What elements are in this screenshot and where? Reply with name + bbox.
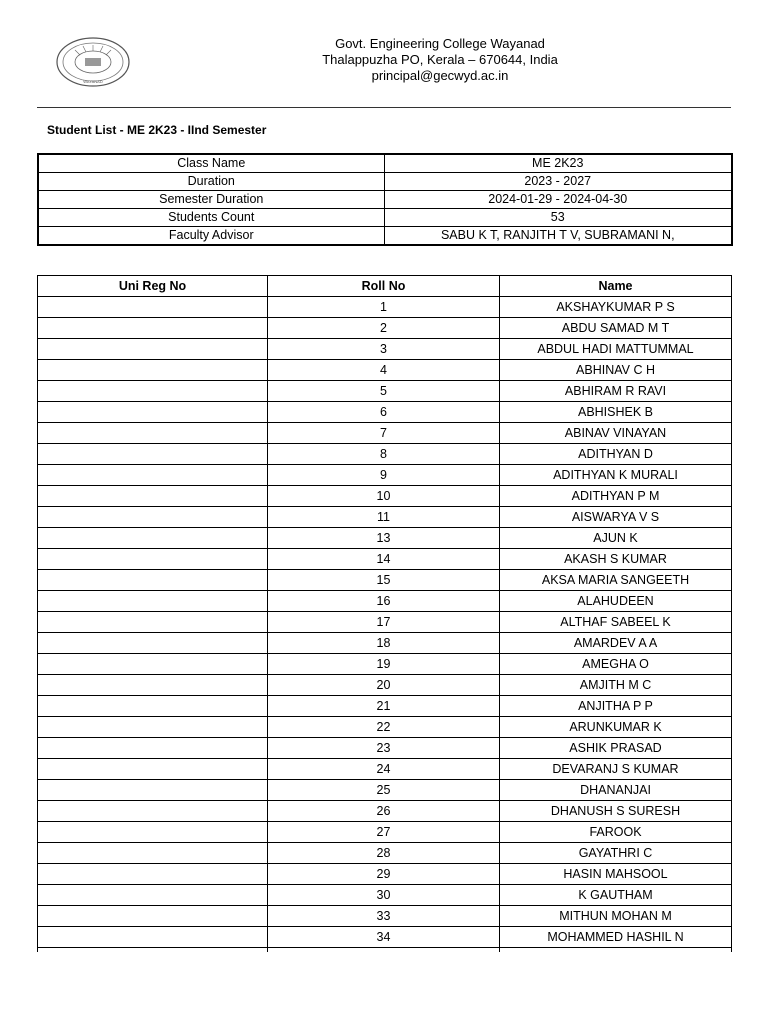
cell-name: ADITHYAN P M bbox=[500, 486, 732, 507]
cell-roll-no: 1 bbox=[268, 297, 500, 318]
info-value: 2023 - 2027 bbox=[384, 173, 732, 191]
cell-roll-no: 24 bbox=[268, 759, 500, 780]
info-label: Semester Duration bbox=[38, 191, 384, 209]
table-row bbox=[38, 465, 732, 486]
info-row bbox=[38, 209, 732, 227]
table-row bbox=[38, 654, 732, 675]
cell-roll-no: 22 bbox=[268, 717, 500, 738]
cell-roll-no: 30 bbox=[268, 885, 500, 906]
cell-roll-no: 16 bbox=[268, 591, 500, 612]
cell-uni-reg-no bbox=[38, 885, 268, 906]
cell-uni-reg-no bbox=[38, 759, 268, 780]
cell-roll-no: 15 bbox=[268, 570, 500, 591]
table-row bbox=[38, 507, 732, 528]
cell-roll-no: 6 bbox=[268, 402, 500, 423]
cell-uni-reg-no bbox=[38, 633, 268, 654]
table-row bbox=[38, 381, 732, 402]
cell-uni-reg-no bbox=[38, 318, 268, 339]
cell-uni-reg-no bbox=[38, 591, 268, 612]
cell-roll-no: 34 bbox=[268, 927, 500, 948]
header-divider bbox=[37, 107, 731, 108]
cell-uni-reg-no bbox=[38, 339, 268, 360]
cell-uni-reg-no bbox=[38, 612, 268, 633]
table-row bbox=[38, 843, 732, 864]
table-row bbox=[38, 801, 732, 822]
cell-uni-reg-no bbox=[38, 570, 268, 591]
cell-name: ADITHYAN K MURALI bbox=[500, 465, 732, 486]
cell-roll-no: 4 bbox=[268, 360, 500, 381]
cell-uni-reg-no bbox=[38, 549, 268, 570]
cell-uni-reg-no bbox=[38, 423, 268, 444]
table-header-row bbox=[38, 276, 732, 297]
table-row bbox=[38, 402, 732, 423]
cell-roll-no: 8 bbox=[268, 444, 500, 465]
table-row bbox=[38, 297, 732, 318]
table-row bbox=[38, 633, 732, 654]
cell-empty bbox=[500, 948, 732, 953]
cell-name: ABHISHEK B bbox=[500, 402, 732, 423]
seal-caption: WAYANAD bbox=[83, 79, 103, 84]
cell-roll-no: 7 bbox=[268, 423, 500, 444]
cell-uni-reg-no bbox=[38, 675, 268, 696]
table-row bbox=[38, 486, 732, 507]
cell-roll-no: 10 bbox=[268, 486, 500, 507]
cell-uni-reg-no bbox=[38, 864, 268, 885]
info-value: ME 2K23 bbox=[384, 154, 732, 173]
cell-name: ADITHYAN D bbox=[500, 444, 732, 465]
college-email: principal@gecwyd.ac.in bbox=[371, 68, 509, 83]
cell-name: HASIN MAHSOOL bbox=[500, 864, 732, 885]
cell-roll-no: 26 bbox=[268, 801, 500, 822]
table-row bbox=[38, 822, 732, 843]
cell-roll-no: 9 bbox=[268, 465, 500, 486]
table-row bbox=[38, 885, 732, 906]
cell-name: ARUNKUMAR K bbox=[500, 717, 732, 738]
cell-uni-reg-no bbox=[38, 738, 268, 759]
header-roll-no: Roll No bbox=[268, 276, 500, 297]
cell-roll-no: 17 bbox=[268, 612, 500, 633]
info-label: Class Name bbox=[38, 154, 384, 173]
table-row bbox=[38, 591, 732, 612]
cell-empty bbox=[268, 948, 500, 953]
table-row bbox=[38, 738, 732, 759]
cell-uni-reg-no bbox=[38, 927, 268, 948]
college-name: Govt. Engineering College Wayanad bbox=[335, 36, 545, 51]
cell-roll-no: 21 bbox=[268, 696, 500, 717]
cell-roll-no: 28 bbox=[268, 843, 500, 864]
cell-name: ABHIRAM R RAVI bbox=[500, 381, 732, 402]
cell-roll-no: 5 bbox=[268, 381, 500, 402]
cell-uni-reg-no bbox=[38, 507, 268, 528]
college-header bbox=[240, 36, 640, 84]
cell-name: ALTHAF SABEEL K bbox=[500, 612, 732, 633]
cell-name: ABINAV VINAYAN bbox=[500, 423, 732, 444]
cell-name: AMJITH M C bbox=[500, 675, 732, 696]
table-row bbox=[38, 612, 732, 633]
table-row bbox=[38, 675, 732, 696]
info-value: 53 bbox=[384, 209, 732, 227]
cell-name: DEVARANJ S KUMAR bbox=[500, 759, 732, 780]
cell-name: ASHIK PRASAD bbox=[500, 738, 732, 759]
cell-name: ALAHUDEEN bbox=[500, 591, 732, 612]
cell-roll-no: 27 bbox=[268, 822, 500, 843]
table-row bbox=[38, 360, 732, 381]
cell-uni-reg-no bbox=[38, 906, 268, 927]
cell-name: AMARDEV A A bbox=[500, 633, 732, 654]
cell-name: GAYATHRI C bbox=[500, 843, 732, 864]
cell-name: AKASH S KUMAR bbox=[500, 549, 732, 570]
cell-name: AKSHAYKUMAR P S bbox=[500, 297, 732, 318]
table-row bbox=[38, 759, 732, 780]
cell-name: FAROOK bbox=[500, 822, 732, 843]
table-row bbox=[38, 780, 732, 801]
info-row bbox=[38, 154, 732, 173]
info-row bbox=[38, 173, 732, 191]
cell-roll-no: 11 bbox=[268, 507, 500, 528]
class-info-table bbox=[37, 153, 733, 246]
cell-roll-no: 20 bbox=[268, 675, 500, 696]
cell-name: AISWARYA V S bbox=[500, 507, 732, 528]
cell-roll-no: 25 bbox=[268, 780, 500, 801]
table-row bbox=[38, 717, 732, 738]
cell-name: DHANUSH S SURESH bbox=[500, 801, 732, 822]
cell-uni-reg-no bbox=[38, 696, 268, 717]
table-row bbox=[38, 549, 732, 570]
cell-roll-no: 33 bbox=[268, 906, 500, 927]
cell-name: AKSA MARIA SANGEETH bbox=[500, 570, 732, 591]
cell-uni-reg-no bbox=[38, 360, 268, 381]
cell-uni-reg-no bbox=[38, 780, 268, 801]
table-row bbox=[38, 444, 732, 465]
cell-roll-no: 18 bbox=[268, 633, 500, 654]
cell-roll-no: 2 bbox=[268, 318, 500, 339]
cell-uni-reg-no bbox=[38, 654, 268, 675]
header-name: Name bbox=[500, 276, 732, 297]
cell-name: DHANANJAI bbox=[500, 780, 732, 801]
college-seal-logo bbox=[55, 36, 131, 88]
info-row bbox=[38, 227, 732, 246]
table-row bbox=[38, 906, 732, 927]
cell-uni-reg-no bbox=[38, 486, 268, 507]
cell-uni-reg-no bbox=[38, 465, 268, 486]
table-row bbox=[38, 570, 732, 591]
table-row bbox=[38, 318, 732, 339]
cell-name: MITHUN MOHAN M bbox=[500, 906, 732, 927]
cell-uni-reg-no bbox=[38, 822, 268, 843]
info-row bbox=[38, 191, 732, 209]
college-address: Thalappuzha PO, Kerala – 670644, India bbox=[322, 52, 558, 67]
table-row bbox=[38, 927, 732, 948]
info-label: Duration bbox=[38, 173, 384, 191]
cell-name: ABHINAV C H bbox=[500, 360, 732, 381]
cell-name: AMEGHA O bbox=[500, 654, 732, 675]
cell-roll-no: 14 bbox=[268, 549, 500, 570]
cell-uni-reg-no bbox=[38, 402, 268, 423]
cell-empty bbox=[38, 948, 268, 953]
cell-name: ABDUL HADI MATTUMMAL bbox=[500, 339, 732, 360]
student-list-table bbox=[37, 275, 732, 952]
cell-uni-reg-no bbox=[38, 444, 268, 465]
table-row bbox=[38, 339, 732, 360]
info-value: 2024-01-29 - 2024-04-30 bbox=[384, 191, 732, 209]
cell-roll-no: 13 bbox=[268, 528, 500, 549]
document-title: Student List - ME 2K23 - IInd Semester bbox=[47, 123, 267, 137]
cell-uni-reg-no bbox=[38, 297, 268, 318]
cell-name: ANJITHA P P bbox=[500, 696, 732, 717]
table-row bbox=[38, 423, 732, 444]
cell-uni-reg-no bbox=[38, 528, 268, 549]
cell-name: ABDU SAMAD M T bbox=[500, 318, 732, 339]
cell-uni-reg-no bbox=[38, 717, 268, 738]
cell-name: K GAUTHAM bbox=[500, 885, 732, 906]
cell-uni-reg-no bbox=[38, 843, 268, 864]
info-label: Faculty Advisor bbox=[38, 227, 384, 246]
cell-roll-no: 19 bbox=[268, 654, 500, 675]
cell-roll-no: 23 bbox=[268, 738, 500, 759]
table-row-cutoff bbox=[38, 948, 732, 953]
cell-roll-no: 29 bbox=[268, 864, 500, 885]
info-label: Students Count bbox=[38, 209, 384, 227]
table-row bbox=[38, 696, 732, 717]
table-row bbox=[38, 864, 732, 885]
header-uni-reg-no: Uni Reg No bbox=[38, 276, 268, 297]
cell-name: AJUN K bbox=[500, 528, 732, 549]
info-value: SABU K T, RANJITH T V, SUBRAMANI N, bbox=[384, 227, 732, 246]
table-row bbox=[38, 528, 732, 549]
cell-uni-reg-no bbox=[38, 801, 268, 822]
cell-uni-reg-no bbox=[38, 381, 268, 402]
cell-roll-no: 3 bbox=[268, 339, 500, 360]
cell-name: MOHAMMED HASHIL N bbox=[500, 927, 732, 948]
